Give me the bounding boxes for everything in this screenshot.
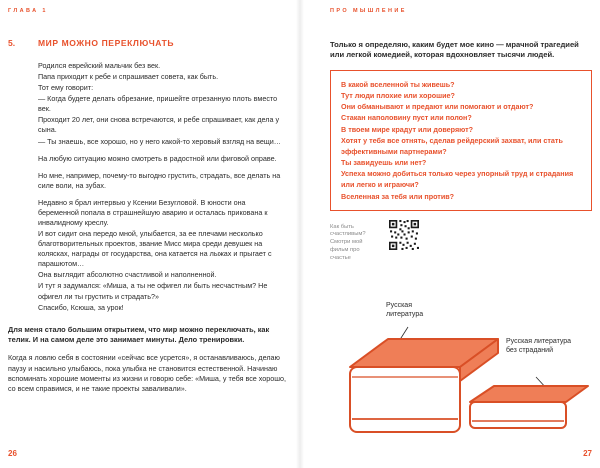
paragraph: Папа приходит к ребе и спрашивает совета, как быть. [38,72,219,82]
qr-caption-line: Смотри мой фильм про счастье [330,239,363,261]
questions-box [330,70,592,211]
paragraph: И вот сидит она передо мной, улыбается, за ее плечами несколько благотворительных проектов, звание Мисс мира среди девушек на колясках, награды от государства, она катается на лыжах и прыгает с парашютом… [38,229,272,269]
closing-paragraph: Когда я ловлю себя в состоянии «сейчас все усрется», я останавливаюсь, делаю паузу и насильно улыбаюсь, пока улыбка не становится естественной. Начинаю вспоминать хорошие моменты из жизни и говорю себе: «Миша, у тебя все хорошо, со всем справимся, и не такие проекты заваливали». [8,353,287,393]
body-text [38,61,288,313]
intro-paragraph: Только я определяю, каким будет мое кино — мрачной трагедией или легкой комедией, которая вдохновляет тысячи людей. [330,40,579,60]
thick-book-label: Русская литература [386,301,424,318]
qr-block [330,220,592,263]
question-item: Они обманывают и предают или помогают и отдают? [341,102,534,112]
question-item: Тут люди плохие или хорошие? [341,91,455,101]
page-number-left: 26 [8,449,17,458]
qr-caption [330,220,382,263]
qr-code-icon [389,220,419,250]
highlight-paragraph: Для меня стало большим открытием, что мир можно переключать, как телик. И на самом деле это занимает минуты. Дело тренировки. [8,324,270,345]
page-number-right: 27 [583,449,592,458]
thin-book-label: Русская литература без страданий [506,337,572,354]
books-illustration [330,297,592,459]
paragraph: Родился еврейский мальчик без век. [38,61,161,70]
page-gutter [296,0,304,468]
paragraph: — Когда будете делать обрезание, пришейте отрезанную плоть вместо век. [38,94,278,114]
right-page [330,8,592,460]
left-running-head: ГЛАВА 1 [8,8,48,14]
question-item: Стакан наполовину пуст или полон? [341,113,472,123]
paragraph: Она выглядит абсолютно счастливой и наполненной. [38,270,217,280]
question-item: Успеха можно добиться только через упорный труд и страдания или легко и играючи? [341,169,574,190]
right-running-head: ПРО МЫШЛЕНИЕ [330,8,407,14]
paragraph: Но мне, например, почему-то выгодно грустить, страдать, все делать на силе воли, на зубах. [38,170,281,190]
left-page [8,8,288,460]
paragraph: Недавно я брал интервью у Ксении Безугловой. В юности она беременной попала в страшнейшую аварию и осталась прикована к инвалидному креслу. [38,197,268,228]
paragraph: На любую ситуацию можно смотреть в радостной или фиговой оправе. [38,153,277,163]
paragraph: И тут я задумался: «Миша, а ты не офигел ли быть несчастным? Не офигел ли ты грустить и страдать?» [38,281,268,301]
question-item: В твоем мире крадут или доверяют? [341,124,474,134]
qr-caption-line: Как быть счастливым? [330,223,366,238]
thin-book-icon [470,386,588,428]
question-item: В какой вселенной ты живешь? [341,79,455,89]
section-title: МИР МОЖНО ПЕРЕКЛЮЧАТЬ [38,38,175,48]
section-number: 5. [8,38,16,48]
section-heading [8,38,288,48]
question-item: Ты завидуешь или нет? [341,158,427,168]
question-item: Вселенная за тебя или против? [341,191,455,201]
question-item: Хотят у тебя все отнять, сделав рейдерский захват, или стать эффективными партнерами? [341,135,563,156]
books-drawing-icon [330,297,592,459]
paragraph: — Ты знаешь, все хорошо, но у него какой-то херовый взгляд на вещи… [38,136,281,146]
paragraph: Спасибо, Ксюша, за урок! [38,302,124,312]
paragraph: Проходит 20 лет, они снова встречаются, и ребе спрашивает, как дела у сына. [38,115,280,135]
paragraph: Тот ему говорит: [38,83,94,93]
